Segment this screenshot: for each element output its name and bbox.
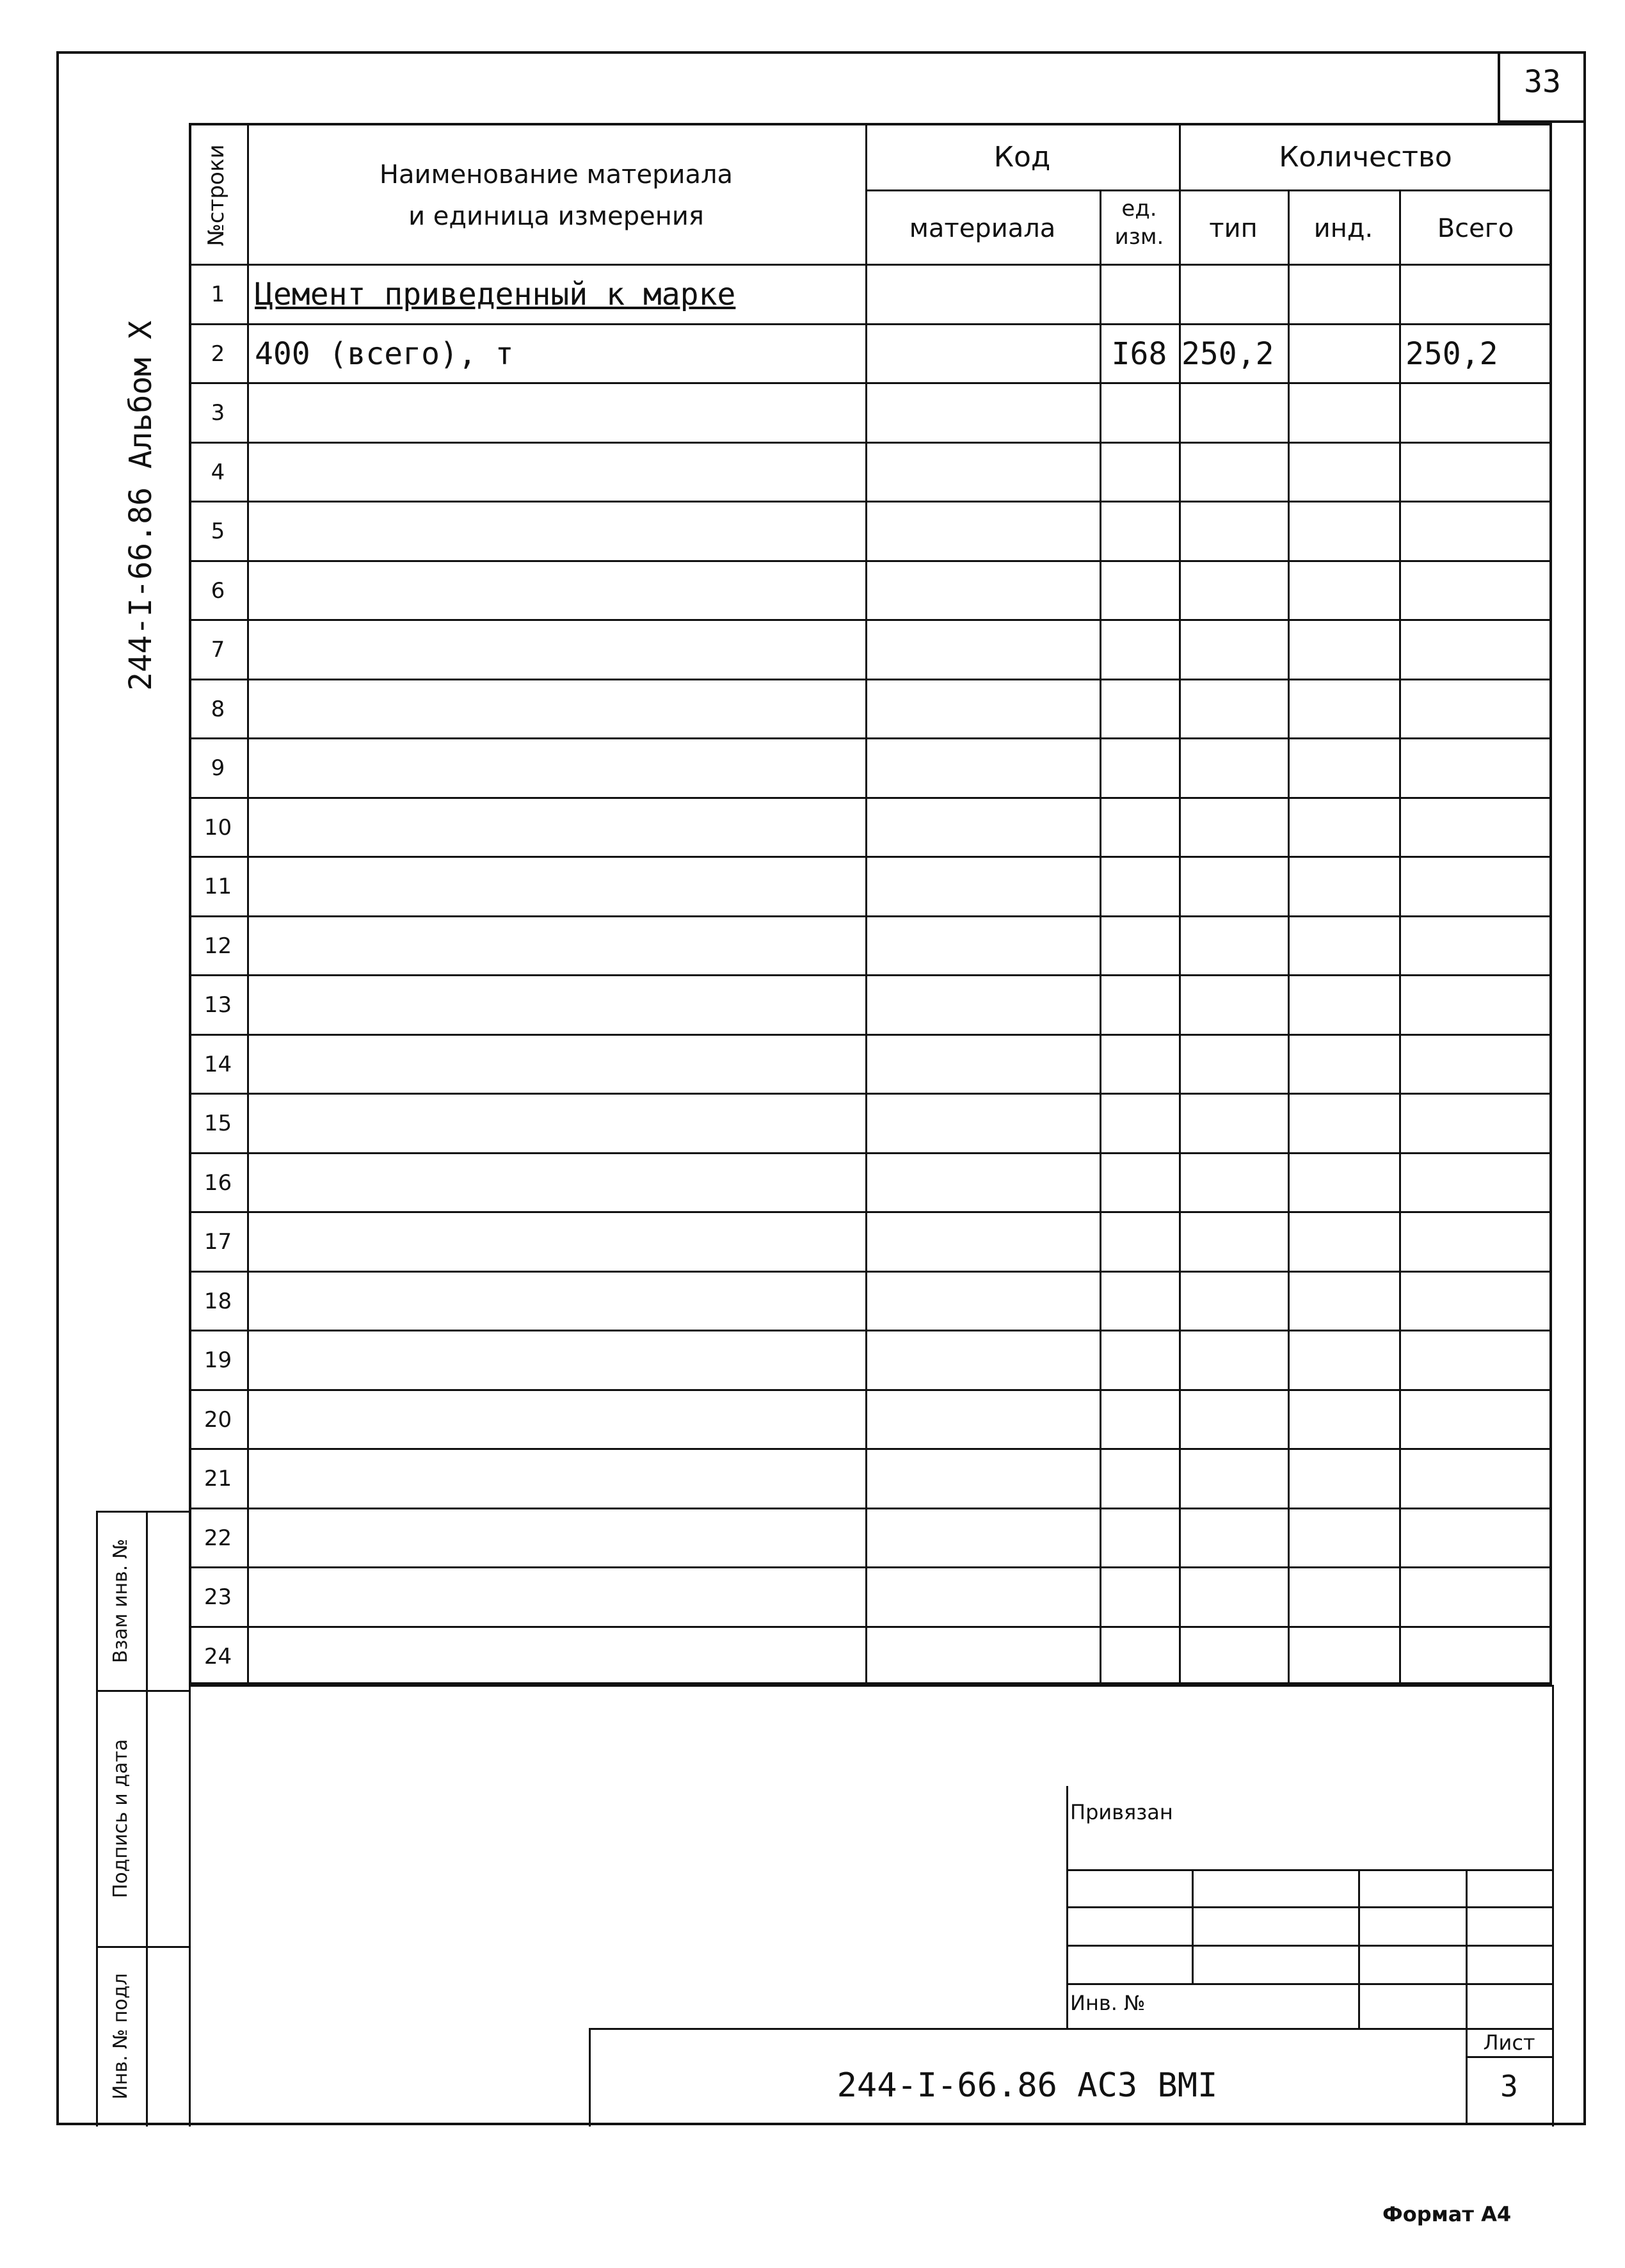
stamp-line-2	[1066, 1906, 1552, 1908]
row-11-n: 11	[204, 874, 232, 899]
row-line	[189, 679, 1552, 680]
margin-vzam-inv: Взам инв. №	[109, 1538, 132, 1664]
row-6-n: 6	[211, 577, 225, 604]
row-line	[189, 1389, 1552, 1391]
row-18-n: 18	[204, 1288, 232, 1314]
stamp-col-c	[1466, 1869, 1468, 2125]
row-1-n: 1	[211, 282, 225, 307]
header-code-unit-line2: изм.	[1114, 224, 1164, 250]
row-10-n: 10	[204, 814, 232, 840]
row-2-name: 400 (всего), т	[255, 335, 514, 372]
col-line-code-unit	[1100, 189, 1101, 1685]
row-23-n: 23	[204, 1584, 232, 1610]
header-name-line1: Наименование материала	[379, 160, 733, 189]
stamp-col-a	[1192, 1869, 1194, 1983]
header-qty-type: тип	[1209, 214, 1258, 243]
row-2-type: 250,2	[1181, 335, 1274, 372]
row-line	[189, 323, 1552, 325]
header-row-number: №строки	[204, 144, 229, 246]
row-12-n: 12	[204, 933, 232, 959]
row-line	[189, 442, 1552, 444]
row-7-n: 7	[211, 637, 225, 663]
row-line	[189, 382, 1552, 384]
row-13-n: 13	[204, 992, 232, 1018]
row-2-n: 2	[211, 341, 225, 367]
stamp-line-4	[1066, 1983, 1552, 1985]
row-line	[189, 1271, 1552, 1273]
row-line	[189, 1508, 1552, 1509]
header-quantity: Количество	[1279, 141, 1452, 173]
header-bottom-line	[189, 264, 1552, 266]
row-line	[189, 1626, 1552, 1628]
row-line	[189, 1448, 1552, 1450]
row-17-n: 17	[204, 1229, 232, 1255]
header-subline	[865, 189, 1552, 191]
row-19-n: 19	[204, 1347, 232, 1373]
row-20-n: 20	[204, 1406, 232, 1433]
sheet-label: Лист	[1483, 2031, 1535, 2055]
row-16-n: 16	[204, 1170, 232, 1196]
row-21-n: 21	[204, 1466, 232, 1492]
title-top-line	[589, 2028, 1552, 2030]
header-code-material: материала	[909, 214, 1056, 243]
page-number: 33	[1524, 64, 1561, 100]
row-22-n: 22	[204, 1525, 232, 1551]
header-qty-total: Всего	[1437, 214, 1514, 243]
row-2-total: 250,2	[1405, 335, 1498, 372]
row-8-n: 8	[211, 696, 225, 722]
header-name-line2: и единица измерения	[408, 202, 704, 231]
row-line	[189, 1211, 1552, 1213]
stamp-left-line	[189, 1685, 191, 2127]
header-code: Код	[993, 141, 1051, 173]
row-line	[189, 856, 1552, 858]
document-code: 244-I-66.86 АСЗ ВМI	[837, 2066, 1218, 2105]
stamp-col-b	[1358, 1869, 1360, 2028]
row-5-n: 5	[211, 519, 225, 544]
row-3-n: 3	[211, 400, 225, 426]
row-line	[189, 501, 1552, 503]
stamp-line-3	[1066, 1945, 1552, 1947]
margin-signature-date: Подпись и дата	[109, 1739, 132, 1899]
row-line	[189, 974, 1552, 976]
row-2-unit: I68	[1111, 335, 1167, 372]
stamp-line-1	[1066, 1869, 1552, 1871]
col-line-rowno	[247, 123, 249, 1685]
row-line	[189, 1152, 1552, 1154]
stamp-top-line	[189, 1685, 1552, 1687]
row-line	[189, 1330, 1552, 1331]
row-line	[189, 1093, 1552, 1095]
format-label: Формат А4	[1382, 2202, 1512, 2226]
sheet-box-divider	[1466, 2056, 1552, 2058]
row-9-n: 9	[211, 755, 225, 781]
row-line	[189, 560, 1552, 562]
row-4-n: 4	[211, 459, 225, 485]
stamp-inv-label: Инв. №	[1070, 1991, 1146, 2015]
row-line	[189, 1034, 1552, 1036]
row-line	[189, 797, 1552, 799]
album-label: 244-I-66.86 Альбом X	[123, 321, 159, 691]
col-line-code-qty	[1179, 123, 1181, 1685]
stamp-right-line	[1552, 1685, 1554, 2127]
row-1-name: Цемент приведенный к марке	[255, 277, 736, 312]
row-line	[189, 737, 1552, 739]
col-line-name	[865, 123, 867, 1685]
header-qty-ind: инд.	[1313, 214, 1373, 243]
row-line	[189, 915, 1552, 917]
row-14-n: 14	[204, 1051, 232, 1077]
row-line	[189, 619, 1552, 621]
row-line	[189, 1566, 1552, 1568]
stamp-bound-label: Привязан	[1070, 1800, 1173, 1824]
margin-outer-line	[96, 1511, 98, 2127]
margin-inv-podl: Инв. № подл	[109, 1973, 132, 2100]
sheet-number: 3	[1500, 2069, 1518, 2103]
col-line-ind-total	[1399, 189, 1401, 1685]
row-15-n: 15	[204, 1111, 232, 1136]
row-24-n: 24	[204, 1643, 232, 1669]
header-code-unit-line1: ед.	[1121, 196, 1157, 221]
col-line-type-ind	[1288, 189, 1290, 1685]
margin-inner-line	[146, 1511, 148, 2127]
